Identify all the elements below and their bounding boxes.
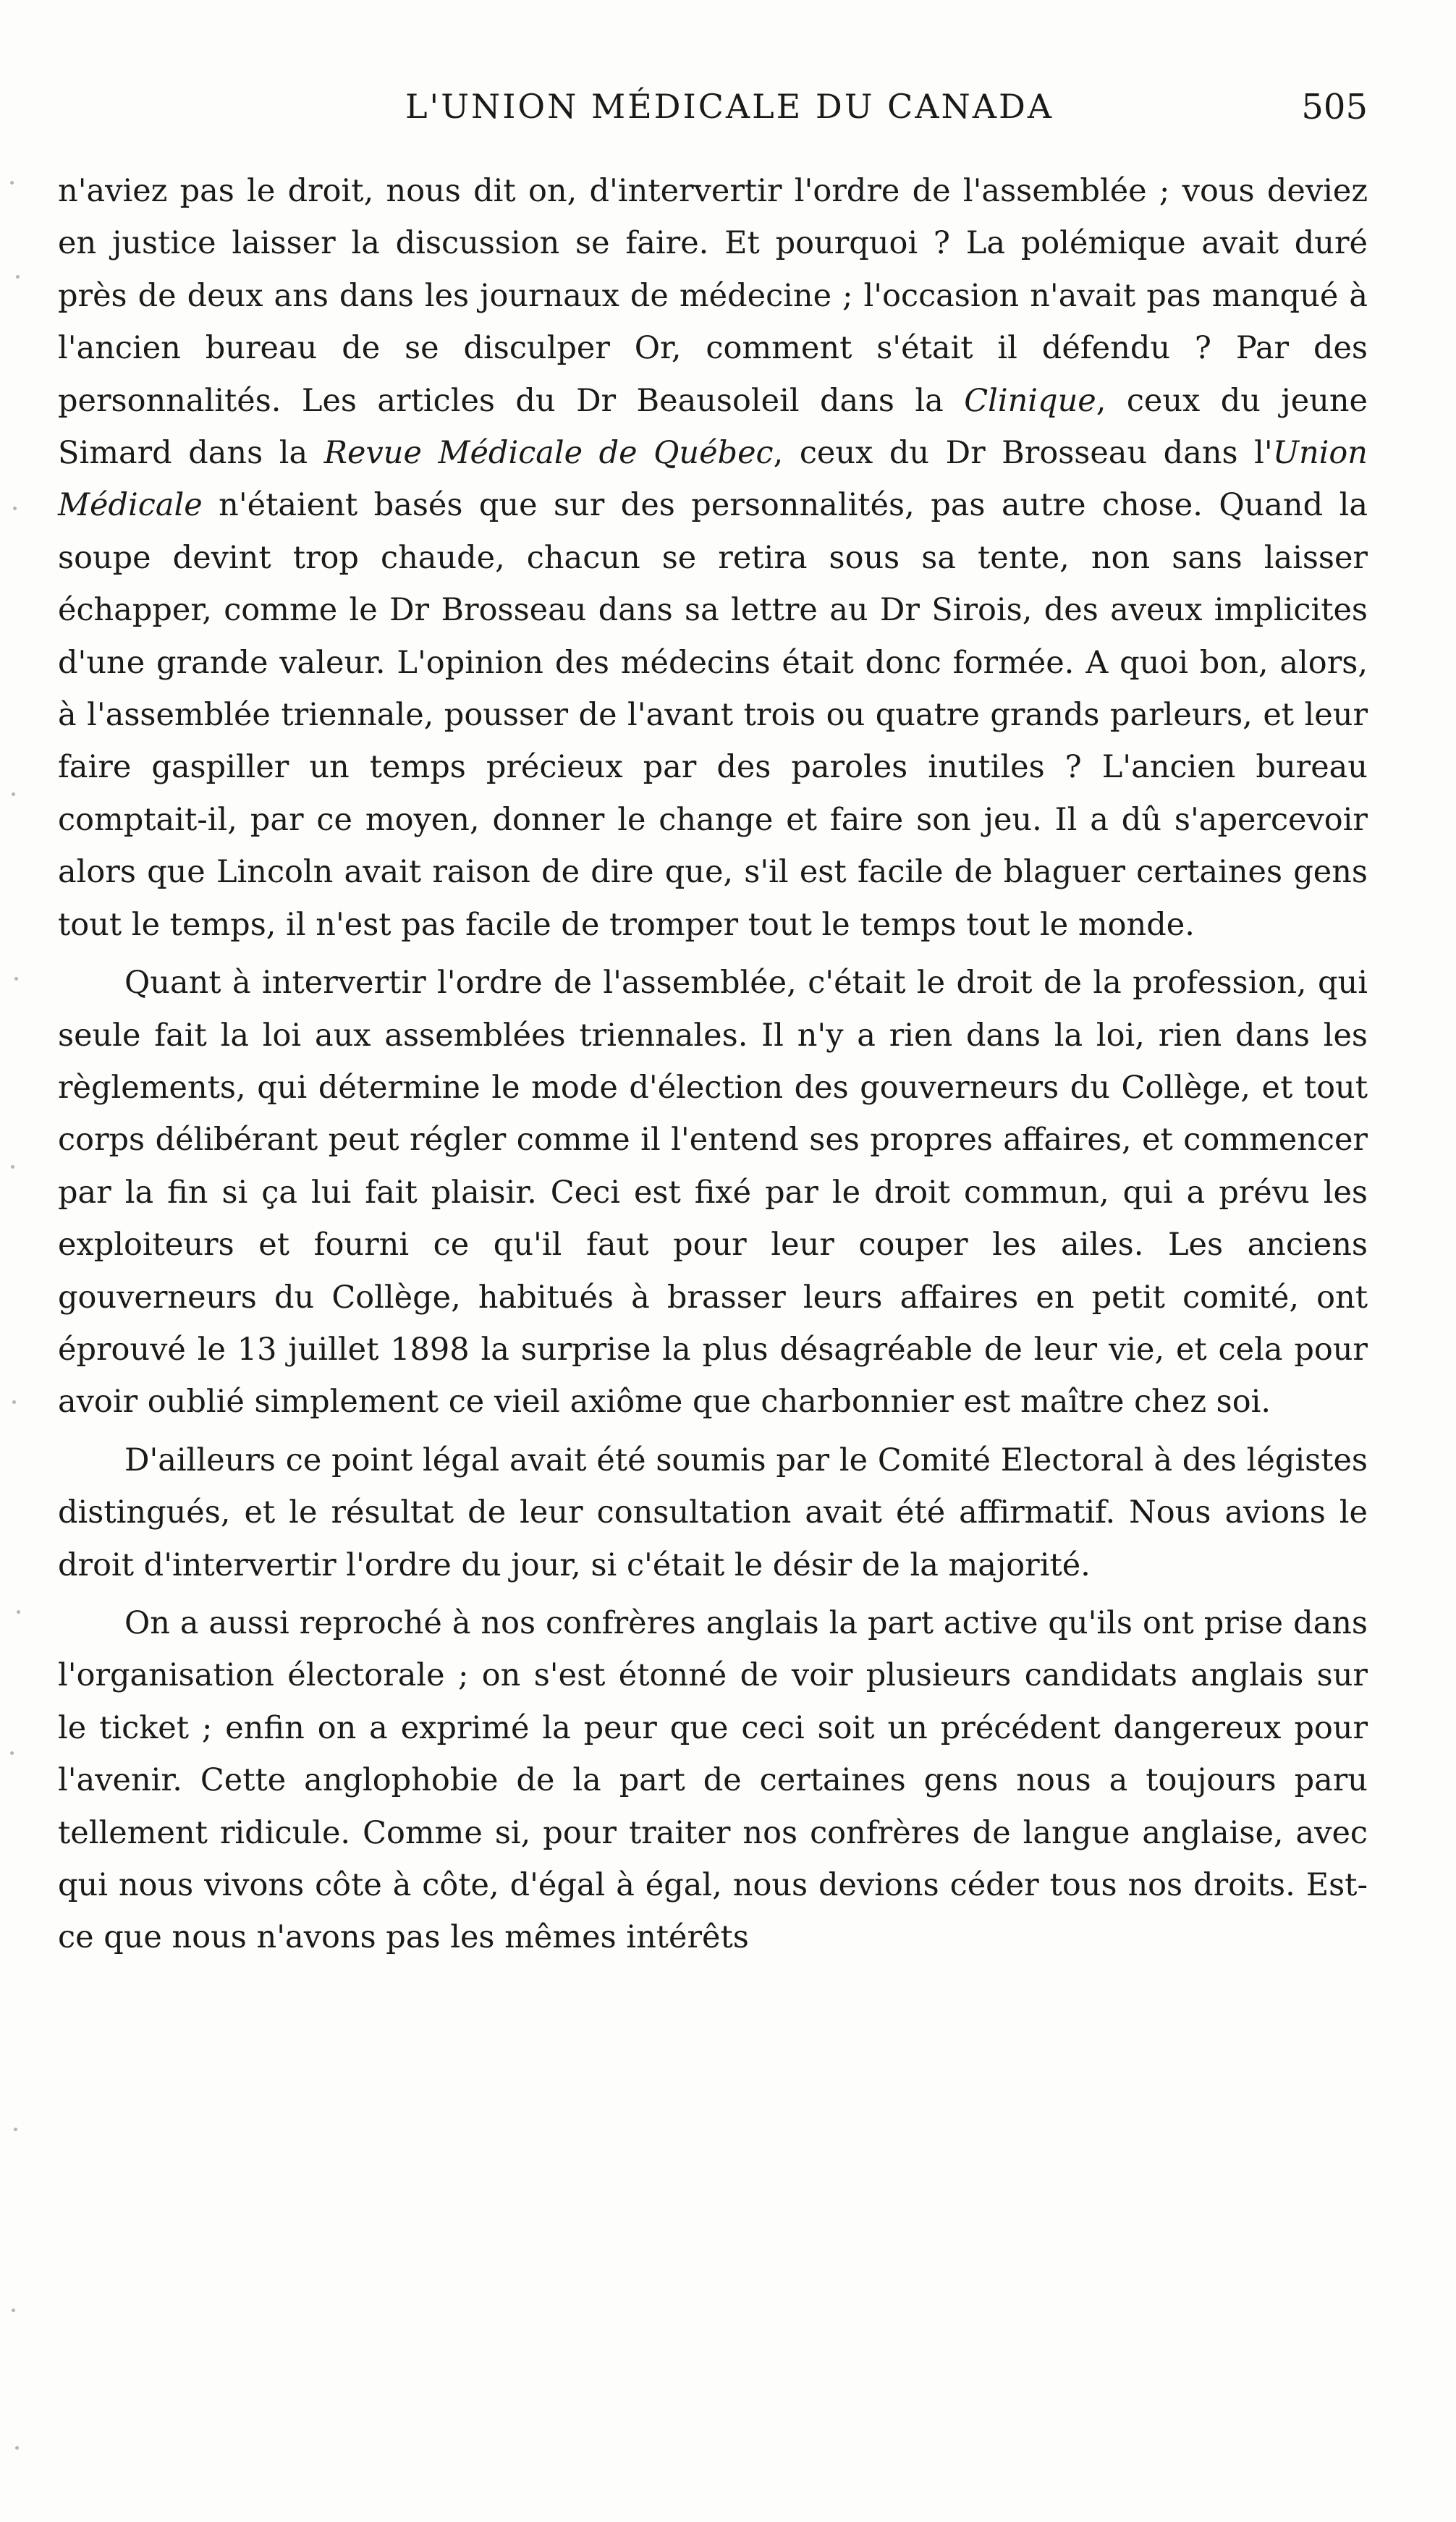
margin-specks [0, 0, 43, 2522]
speck [17, 1610, 20, 1614]
text-run: , ceux du jeune Simard dans la [58, 382, 1368, 472]
text-run: Quant à intervertir l'ordre de l'assemblée, c'était le droit de la profession, qui seule fait la loi aux assemblées triennales. Il n'y a rien dans la loi, rien dans les règlements, qui détermine le mode d'élection des gouverneurs du Collège, et tout corps délibérant peut régler comme il l'entend ses propres affaires, et commencer par la fin si ça lui fait plaisir. Ceci est fixé par le droit commun, qui a prévu les exploiteurs et fourni ce qu'il faut pour leur couper les ailes. Les anciens gouverneurs du Collège, habitués à brasser leurs affaires en petit comité, ont éprouvé le 13 juillet 1898 la surprise la plus désagréable de leur vie, et cela pour avoir oublié simplement ce vieil axiôme que charbonnier est maître chez soi. [58, 965, 1368, 1421]
page-number: 505 [1301, 87, 1368, 127]
speck [10, 1751, 14, 1755]
paragraph [58, 1434, 1368, 1591]
speck [12, 2309, 15, 2312]
speck [12, 792, 15, 796]
speck [14, 977, 18, 981]
text-run: n'étaient basés que sur des personnalités, pas autre chose. Quand la soupe devint trop chaude, chacun se retira sous sa tente, non sans laisser échapper, comme le Dr Brosseau dans sa lettre au Dr Sirois, des aveux implicites d'une grande valeur. L'opinion des médecins était donc formée. A quoi bon, alors, à l'assemblée triennale, pousser de l'avant trois ou quatre grands parleurs, et leur faire gaspiller un temps précieux par des paroles inutiles ? L'ancien bureau comptait-il, par ce moyen, donner le change et faire son jeu. Il a dû s'apercevoir alors que Lincoln avait raison de dire que, s'il est facile de blaguer certaines gens tout le temps, il n'est pas facile de tromper tout le temps tout le monde. [58, 487, 1368, 943]
speck [15, 2446, 19, 2450]
italic-title: Clinique [964, 382, 1096, 419]
text-run: D'ailleurs ce point légal avait été soumis par le Comité Electoral à des légistes distingués, et le résultat de leur consultation avait été affirmatif. Nous avions le droit d'intervertir l'ordre du jour, si c'était le désir de la majorité. [58, 1442, 1368, 1583]
italic-title: Revue Médicale de Québec [323, 435, 774, 472]
speck [11, 1165, 14, 1169]
speck [14, 2128, 17, 2131]
paragraph [58, 165, 1368, 951]
text-run: On a aussi reproché à nos confrères anglais la part active qu'ils ont prise dans l'organisation électorale ; on s'est étonné de voir plusieurs candidats anglais sur le ticket ; enfin on a exprimé la peur que ceci soit un précédent dangereux pour l'avenir. Cette anglophobie de la part de certaines gens nous a toujours paru tellement ridicule. Comme si, pour traiter nos confrères de langue anglaise, avec qui nous vivons côte à côte, d'égal à égal, nous devions céder tous nos droits. Est-ce que nous n'avons pas les mêmes intérêts [58, 1604, 1368, 1956]
body-text [58, 165, 1368, 1970]
italic-title: Union Médicale [58, 435, 1368, 524]
text-run: , ceux du Dr Brosseau dans l' [773, 435, 1273, 472]
journal-title: L'UNION MÉDICALE DU CANADA [405, 87, 1054, 126]
running-head [58, 87, 1368, 137]
paragraph [58, 957, 1368, 1429]
speck [16, 275, 20, 279]
paragraph [58, 1597, 1368, 1964]
speck [12, 1400, 16, 1404]
text-run: n'aviez pas le droit, nous dit on, d'intervertir l'ordre de l'assemblée ; vous deviez en justice laisser la discussion se faire. Et pourquoi ? La polémique avait duré près de deux ans dans les journaux de médecine ; l'occasion n'avait pas manqué à l'ancien bureau de se disculper Or, comment s'était il défendu ? Par des personnalités. Les articles du Dr Beausoleil dans la [58, 173, 1368, 419]
speck [10, 181, 14, 185]
speck [13, 507, 17, 510]
